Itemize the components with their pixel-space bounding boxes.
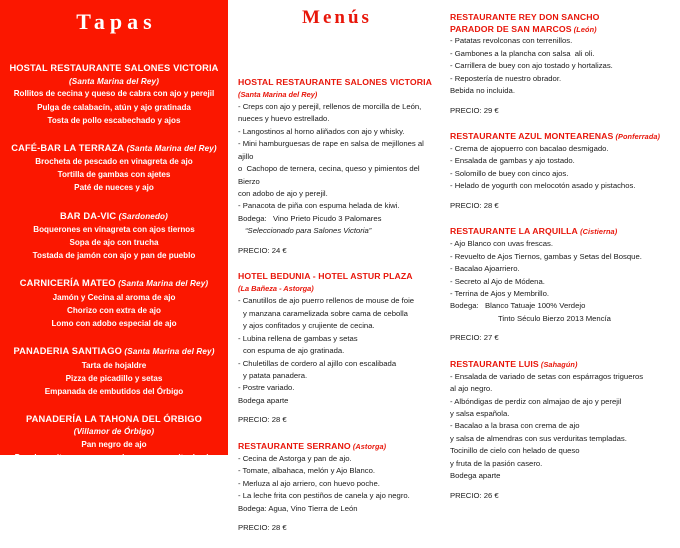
menu-line: y ajos confitados y crujiente de cecina. xyxy=(243,321,375,331)
menu-establishment xyxy=(238,77,436,257)
menu-line: Bodega: Agua, Vino Tierra de León xyxy=(238,503,358,513)
menu-establishment xyxy=(238,271,436,427)
tapas-item: Chorizo con extra de ajo xyxy=(67,305,161,315)
menu-line: con adobo de ajo y perejil. xyxy=(238,189,328,199)
menus-region xyxy=(228,0,680,532)
menu-establishment xyxy=(450,226,674,344)
menu-line: y salsa de almendras con sus verduritas templadas. xyxy=(450,433,627,443)
tapas-establishment-location: (Villamor de Órbigo) xyxy=(73,427,155,437)
tapas-establishment xyxy=(4,142,224,195)
menu-line: - Cecina de Astorga y pan de ajo. xyxy=(238,453,352,463)
menus-left-list xyxy=(238,77,436,535)
tapas-establishment-location: (Santa Marina del Rey) xyxy=(115,279,209,289)
tapas-title: Tapas xyxy=(76,9,157,34)
menu-line: - Creps con ajo y perejil, rellenos de morcilla de León, xyxy=(238,101,422,111)
menu-line: - Terrina de Ajos y Membrillo. xyxy=(450,288,549,298)
tapas-item: Empanada de embutidos del Órbigo xyxy=(44,386,184,396)
tapas-item: Paté de nueces y ajo xyxy=(74,183,154,193)
menu-line: Bodega aparte xyxy=(238,395,289,405)
tapas-item: Jamón y Cecina al aroma de ajo xyxy=(52,292,176,302)
tapas-establishment-location: (Santa Marina del Rey) xyxy=(124,143,217,153)
menu-line: - Crema de ajopuerro con bacalao desmigado. xyxy=(450,144,609,154)
menu-line: y fruta de la pasión casero. xyxy=(450,458,543,468)
menu-line: con espuma de ajo gratinada. xyxy=(243,346,345,356)
menu-line: - Ajo Blanco con uvas frescas. xyxy=(450,239,553,249)
menu-establishment-location: (Santa Marina del Rey) xyxy=(238,89,318,99)
menu-establishment-name: RESTAURANTE SERRANO (Astorga) xyxy=(238,440,387,451)
tapas-item: Lomo con adobo especial de ajo xyxy=(51,319,177,328)
menu-price: PRECIO: 28 € xyxy=(238,522,287,532)
menu-line: - Helado de yogurth con melocotón asado y pistachos. xyxy=(450,181,636,191)
menu-establishment-name: RESTAURANTE AZUL MONTEARENAS (Ponferrada) xyxy=(450,131,661,142)
menu-establishment-name: HOTEL BEDUNIA - HOTEL ASTUR PLAZA xyxy=(238,271,413,282)
menu-line: - Gambones a la plancha con salsa ali oli. xyxy=(450,48,595,58)
menu-line: - Patatas revolconas con terrenillos. xyxy=(450,36,573,46)
menu-line: - Bacalao Ajoarriero. xyxy=(450,264,520,274)
menu-establishment-location: (Cistierna) xyxy=(577,227,618,237)
menus-right-list xyxy=(450,12,674,502)
tapas-establishment-name: PANADERIA SANTIAGO (Santa Marina del Rey) xyxy=(13,346,215,357)
tapas-item: Pan de aceitunas, nueces y bacon con aceite de ajo confitado xyxy=(14,453,214,476)
tapas-item: Brocheta de pescado en vinagreta de ajo xyxy=(35,157,193,167)
menu-line: - Solomillo de buey con cinco ajos. xyxy=(450,168,569,178)
menu-line: - Canutillos de ajo puerro rellenos de mouse de foie xyxy=(238,296,415,306)
menu-line: - Albóndigas de perdiz con almajao de ajo y perejil xyxy=(450,396,622,406)
menu-line: nueces y huevo estrellado. xyxy=(238,114,330,124)
tapas-establishment-name: CAFÉ-BAR LA TERRAZA (Santa Marina del Rey) xyxy=(11,142,217,153)
menu-price: PRECIO: 28 € xyxy=(238,415,287,425)
menu-establishment-name: HOSTAL RESTAURANTE SALONES VICTORIA xyxy=(238,76,432,87)
menu-establishment xyxy=(450,131,674,212)
menu-line: - Repostería de nuestro obrador. xyxy=(450,73,562,83)
tapas-establishment-location: (Sardonedo) xyxy=(116,211,168,221)
menu-line: - Tomate, albahaca, melón y Ajo Blanco. xyxy=(238,466,376,476)
menu-establishment-name: RESTAURANTE LA ARQUILLA (Cistierna) xyxy=(450,226,618,237)
menu-establishment-location: (Sahagún) xyxy=(538,359,578,369)
menu-line: “Seleccionado para Salones Victoria” xyxy=(245,226,372,236)
tapas-establishment xyxy=(4,62,224,127)
menu-line: y salsa española. xyxy=(450,408,510,418)
menu-line: Bodega: Vino Prieto Picudo 3 Palomares xyxy=(238,213,382,223)
tapas-establishment xyxy=(4,413,224,491)
menu-line: Bodega: Blanco Tatuaje 100% Verdejo xyxy=(450,301,586,311)
menu-price: PRECIO: 26 € xyxy=(450,490,499,500)
menu-establishment-location: (Astorga) xyxy=(350,441,387,451)
menu-line: - Merluza al ajo arriero, con huevo poche. xyxy=(238,478,380,488)
menu-line: - Panacota de piña con espuma helada de kiwi. xyxy=(238,201,400,211)
menu-line: - Mini hamburguesas de rape en salsa de mejillones al ajillo xyxy=(238,139,427,161)
tapas-item: Tosta de pollo escabechado y ajos xyxy=(47,115,181,125)
tapas-item: Tortilla de gambas con ajetes xyxy=(57,170,171,180)
menu-establishment xyxy=(450,359,674,502)
menu-establishment-location: (La Bañeza - Astorga) xyxy=(238,284,314,294)
menu-line: - Postre variado. xyxy=(238,383,295,393)
tapas-item: Sopa de ajo con trucha xyxy=(69,238,159,248)
menu-establishment-name: RESTAURANTE REY DON SANCHO PARADOR DE SAN MARCOS (León) xyxy=(450,12,600,34)
menu-establishment-location: (León) xyxy=(571,24,597,34)
menu-price: PRECIO: 28 € xyxy=(450,200,499,210)
menu-price: PRECIO: 24 € xyxy=(238,245,287,255)
menu-price: PRECIO: 29 € xyxy=(450,105,499,115)
tapas-establishment-name: PANADERÍA LA TAHONA DEL ÓRBIGO (Villamor de Órbigo) xyxy=(4,413,224,438)
tapas-item: Tostada de jamón con ajo y pan de pueblo xyxy=(32,251,196,261)
menu-line: - Lubina rellena de gambas y setas xyxy=(238,333,358,343)
menu-establishment-name: RESTAURANTE LUIS (Sahagún) xyxy=(450,358,578,369)
tapas-establishment xyxy=(4,210,224,263)
tapas-establishment-name: BAR DA-VIC (Sardonedo) xyxy=(60,210,168,221)
menu-establishment xyxy=(238,441,436,535)
menu-line: - Ensalada de gambas y ajo tostado. xyxy=(450,156,575,166)
menu-line: Tinto Século Bierzo 2013 Mencía xyxy=(498,313,611,323)
menu-line: - Carrillera de buey con ajo tostado y hortalizas. xyxy=(450,61,613,71)
tapas-item: Rollitos de cecina y queso de cabra con ajo y perejil xyxy=(13,89,215,99)
menu-line: Bodega aparte xyxy=(450,471,501,481)
menu-line: y manzana caramelizada sobre cama de cebolla xyxy=(243,308,408,318)
menus-title: Menús xyxy=(302,7,372,28)
menus-column-right xyxy=(444,0,680,516)
tapas-panel xyxy=(0,0,228,489)
tapas-establishment xyxy=(4,345,224,398)
menus-column-left xyxy=(228,0,444,548)
tapas-item: Pizza de picadillo y setas xyxy=(65,373,163,383)
tapas-item: Boquerones en vinagreta con ajos tiernos xyxy=(33,224,195,234)
menu-line: - Revuelto de Ajos Tiernos, gambas y Setas del Bosque. xyxy=(450,251,642,261)
menu-line: - La leche frita con pestiños de canela y ajo negro. xyxy=(238,491,410,501)
menu-line: Tocinillo de cielo con helado de queso xyxy=(450,446,580,456)
menu-line: - Bacalao a la brasa con crema de ajo xyxy=(450,421,580,431)
menu-line: - Langostinos al horno aliñados con ajo y whisky. xyxy=(238,126,405,136)
menu-line: - Chuletillas de cordero al ajillo con escalibada xyxy=(238,358,397,368)
tapas-item: Pulga de calabacín, atún y ajo gratinada xyxy=(37,102,191,112)
menu-line: al ajo negro. xyxy=(450,384,493,394)
menu-establishment-location: (Ponferrada) xyxy=(613,132,661,142)
menu-establishment xyxy=(450,12,674,117)
menu-line: y patata panadera. xyxy=(243,371,308,381)
tapas-establishment-location: (Santa Marina del Rey) xyxy=(68,76,160,86)
tapas-item: Bizcocho de crema xyxy=(77,479,151,489)
menu-line: - Secreto al Ajo de Módena. xyxy=(450,276,545,286)
menu-line: o Cachopo de ternera, cecina, queso y pimientos del Bierzo xyxy=(238,164,422,186)
tapas-item: Tarta de hojaldre xyxy=(81,360,147,370)
tapas-establishment xyxy=(4,277,224,330)
menu-price: PRECIO: 27 € xyxy=(450,333,499,343)
tapas-item: Pan negro de ajo xyxy=(81,440,147,450)
tapas-list xyxy=(4,62,224,490)
tapas-establishment-name: HOSTAL RESTAURANTE SALONES VICTORIA (Santa Marina del Rey) xyxy=(4,62,224,87)
menu-line: - Ensalada de variado de setas con espárragos trigueros xyxy=(450,371,644,381)
menu-line: Bebida no incluida. xyxy=(450,86,515,96)
tapas-establishment-name: CARNICERÍA MATEO (Santa Marina del Rey) xyxy=(19,278,209,289)
tapas-establishment-location: (Santa Marina del Rey) xyxy=(122,347,215,357)
